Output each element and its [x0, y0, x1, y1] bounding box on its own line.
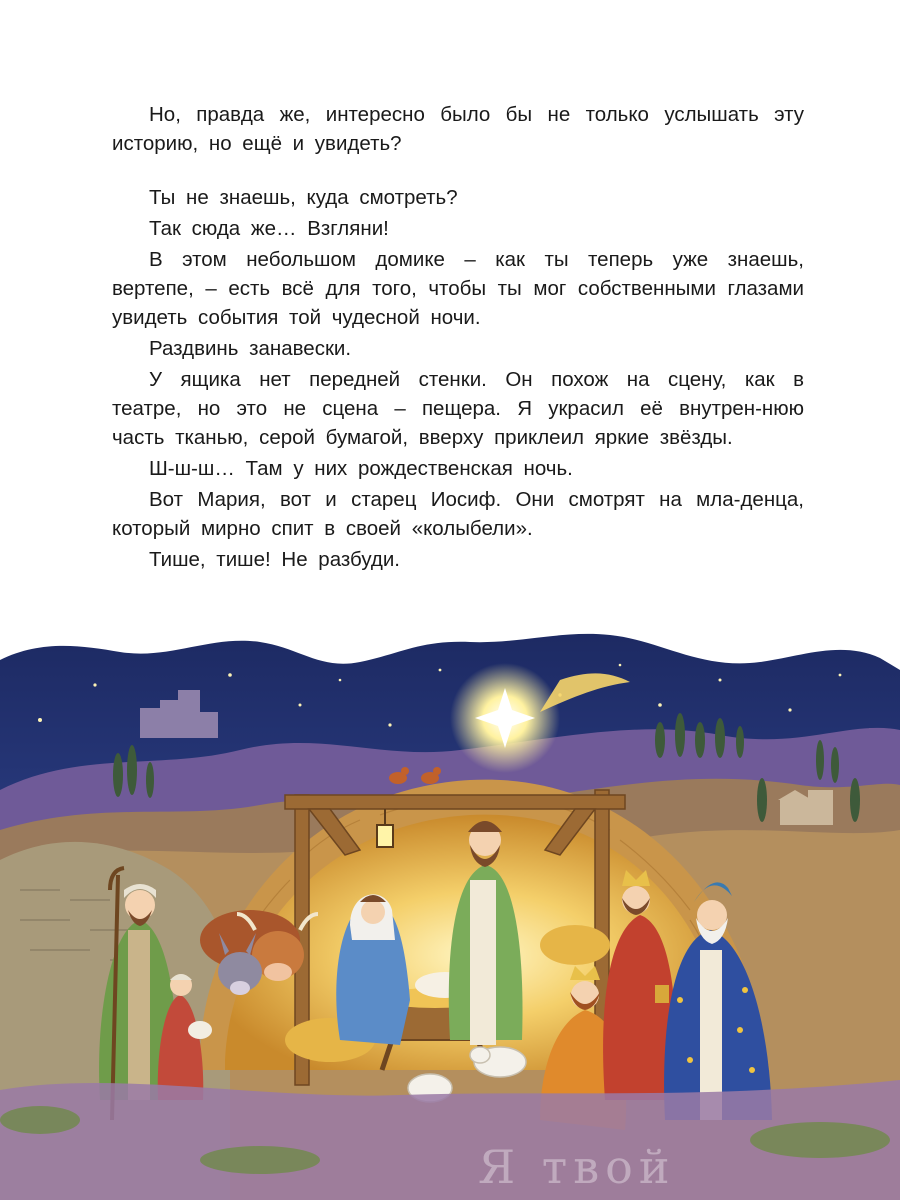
paragraph-8: Вот Мария, вот и старец Иосиф. Они смотрят на мла-денца, который мирно спит в своей «колыбели».	[112, 488, 804, 540]
paragraph-9: Тише, тише! Не разбуди.	[149, 548, 401, 571]
paragraph-4: В этом небольшом домике – как ты теперь уже знаешь, вертепе, – есть всё для того, чтобы ты мог собственными глазами увидеть события той чудесной ночи.	[112, 248, 804, 329]
nativity-scene-image	[0, 600, 900, 1200]
paragraph-2: Ты не знаешь, куда смотреть?	[149, 186, 458, 209]
publisher-watermark: Я твой	[478, 1140, 676, 1194]
nativity-illustration	[0, 600, 900, 1200]
paragraph-1: Но, правда же, интересно было бы не только услышать эту историю, но ещё и увидеть?	[112, 103, 804, 155]
paragraph-6: У ящика нет передней стенки. Он похож на сцену, как в театре, но это не сцена – пещера. Я украсил её внутрен-нюю часть тканью, серой бумагой, вверху приклеил яркие звёзды.	[112, 368, 804, 449]
story-text	[112, 100, 804, 576]
paragraph-3: Так сюда же… Взгляни!	[149, 217, 389, 240]
paragraph-5: Раздвинь занавески.	[149, 337, 352, 360]
paragraph-7: Ш-ш-ш… Там у них рождественская ночь.	[149, 457, 573, 480]
